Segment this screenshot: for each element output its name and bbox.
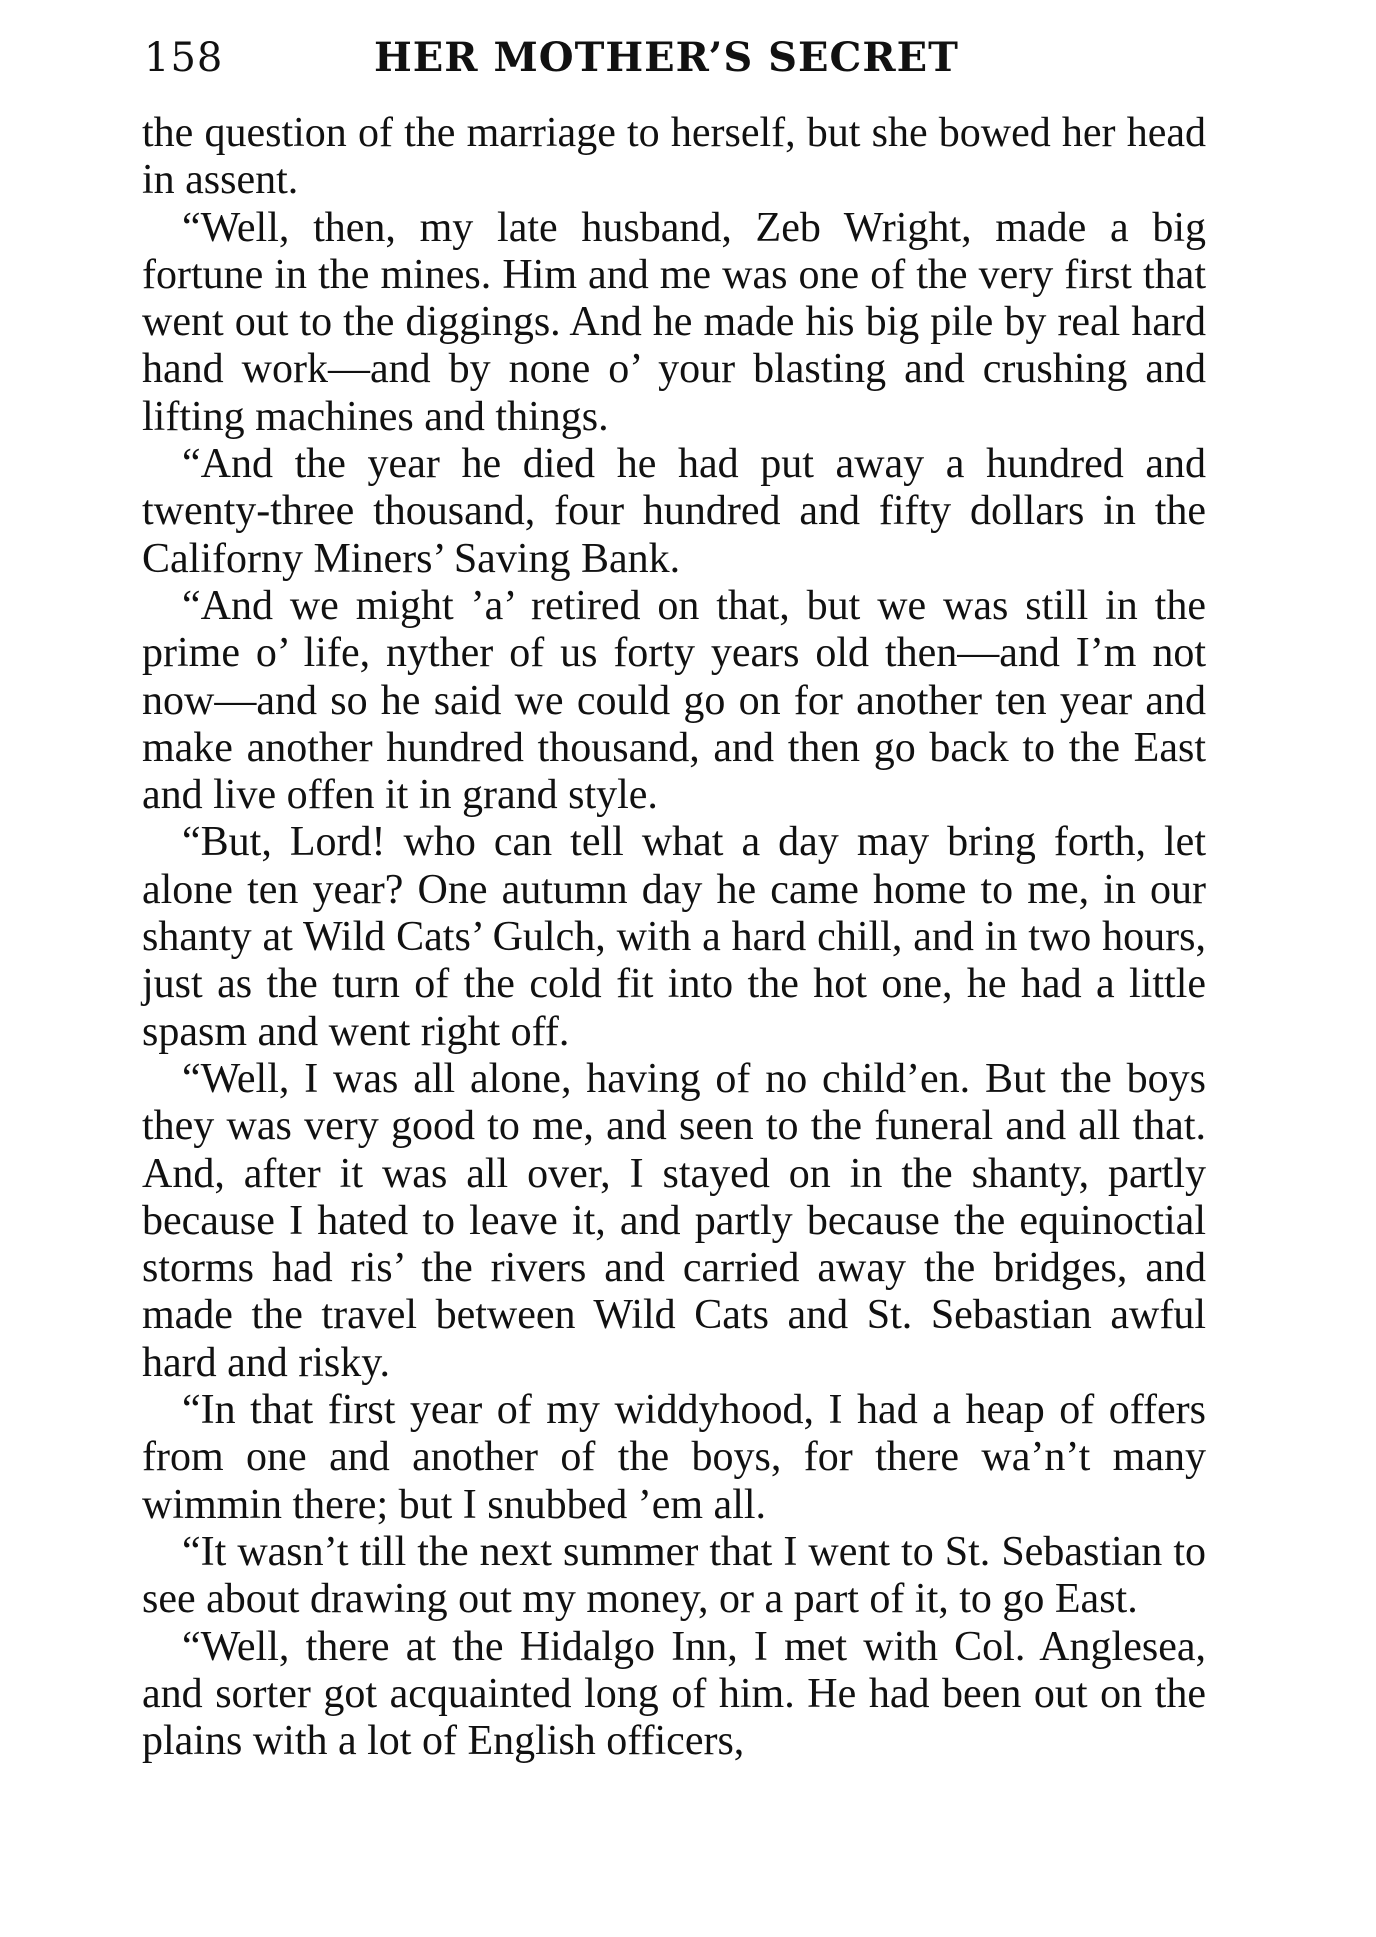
paragraph: the question of the marriage to herself, but she bowed her head in assent. [142,110,1206,204]
paragraph: “In that first year of my widdyhood, I had a heap of offers from one and another of the boys, for there wa’n’t many wimmin there; but I snubbed ’em all. [142,1387,1206,1528]
paragraph: “Well, there at the Hidalgo Inn, I met with Col. Anglesea, and sorter got acquainted long of him. He had been out on the plains with a lot of English officers, [142,1623,1206,1765]
paragraph: “And we might ’a’ retired on that, but we was still in the prime o’ life, nyther of us forty years old then—and I’m not now—and so he said we could go on for another ten year and make another hundred thousand, and then go back to the East and live offen it in grand style. [142,582,1206,819]
paragraph: “And the year he died he had put away a hundred and twenty-three thousand, four hundred and fifty dollars in the Californy Miners’ Saving Bank. [142,441,1206,582]
page-header [140,28,1220,88]
running-title: HER MOTHER’S SECRET [374,34,959,81]
page-number: 158 [144,35,224,81]
paragraph: “Well, I was all alone, having of no child’en. But the boys they was very good to me, and seen to the funeral and all that. And, after it was all over, I stayed on in the shanty, partly because I hated to leave it, and partly because the equinoctial storms had ris’ the rivers and carried away the bridges, and made the travel between Wild Cats and St. Sebastian awful hard and risky. [142,1055,1206,1386]
paragraph: “It wasn’t till the next summer that I went to St. Sebastian to see about drawing out my money, or a part of it, to go East. [142,1528,1206,1623]
paragraph: “Well, then, my late husband, Zeb Wright, made a big fortune in the mines. Him and me was one of the very first that went out to the diggings. And he made his big pile by real hard hand work—and by none o’ your blasting and crushing and lifting machines and things. [142,204,1206,440]
paragraph: “But, Lord! who can tell what a day may bring forth, let alone ten year? One autumn day he came home to me, in our shanty at Wild Cats’ Gulch, with a hard chill, and in two hours, just as the turn of the cold fit into the hot one, he had a little spasm and went right off. [142,819,1206,1055]
body-text [142,110,1206,1765]
